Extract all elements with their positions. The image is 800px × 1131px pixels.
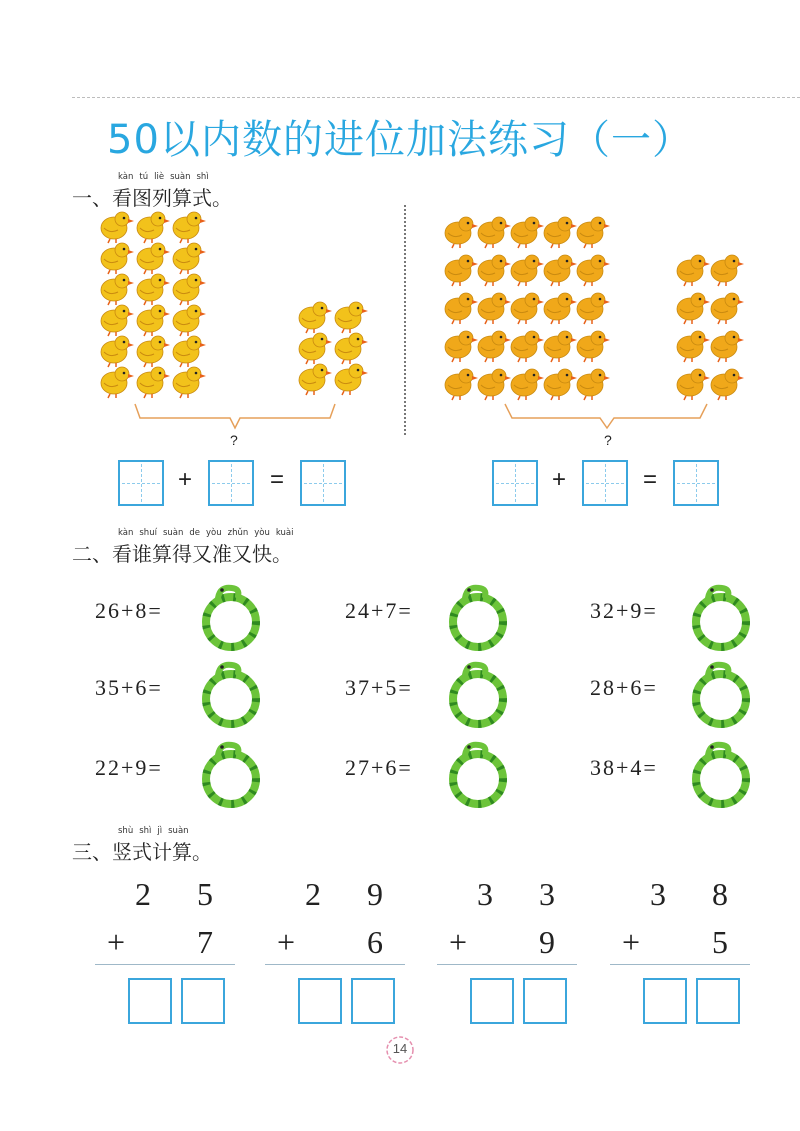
chick-icon bbox=[137, 212, 170, 243]
chick-icon bbox=[711, 369, 744, 400]
chick-icon bbox=[299, 364, 332, 395]
chick-icon bbox=[173, 212, 206, 243]
chick-icon bbox=[445, 255, 478, 286]
ones-digit: 3 bbox=[539, 876, 555, 912]
chick-icon bbox=[478, 293, 511, 324]
chick-icon bbox=[711, 293, 744, 324]
ones-digit: 9 bbox=[367, 876, 383, 912]
chick-icon bbox=[137, 274, 170, 305]
ones-digit: 5 bbox=[712, 924, 728, 960]
section1-heading: 一、看图列算式。 bbox=[72, 186, 232, 210]
operator: + bbox=[622, 924, 641, 960]
ones-digit: 9 bbox=[539, 924, 555, 960]
addition-problem: 22+9= bbox=[95, 755, 163, 780]
answer-box[interactable] bbox=[208, 460, 254, 506]
answer-box[interactable] bbox=[351, 978, 395, 1024]
answer-box[interactable] bbox=[128, 978, 172, 1024]
pinyin: yòu bbox=[254, 528, 270, 538]
answer-line bbox=[610, 964, 750, 965]
addition-problem: 24+7= bbox=[345, 598, 413, 623]
chick-icon bbox=[173, 274, 206, 305]
pinyin: shì bbox=[139, 826, 152, 836]
answer-ring-icon[interactable] bbox=[690, 653, 752, 731]
chick-icon bbox=[544, 331, 577, 362]
equals-sign: = bbox=[270, 466, 285, 493]
chick-icon bbox=[173, 336, 206, 367]
section1-pinyin bbox=[118, 172, 215, 182]
equals-sign: = bbox=[643, 466, 658, 493]
answer-box[interactable] bbox=[673, 460, 719, 506]
answer-line bbox=[265, 964, 405, 965]
pinyin: suàn bbox=[162, 528, 184, 538]
chick-icon bbox=[478, 255, 511, 286]
answer-box[interactable] bbox=[523, 978, 567, 1024]
ones-digit: 8 bbox=[712, 876, 728, 912]
answer-line bbox=[437, 964, 577, 965]
brace-left bbox=[130, 402, 350, 432]
addition-problem: 28+6= bbox=[590, 675, 658, 700]
tens-digit: 2 bbox=[305, 876, 321, 912]
addition-problem: 37+5= bbox=[345, 675, 413, 700]
section2-pinyin bbox=[118, 528, 300, 538]
section3-heading: 三、竖式计算。 bbox=[72, 840, 212, 864]
section2-heading: 二、看谁算得又准又快。 bbox=[72, 542, 292, 566]
top-dashed-rule bbox=[72, 97, 800, 98]
answer-ring-icon[interactable] bbox=[690, 576, 752, 654]
chick-icon bbox=[101, 212, 134, 243]
pinyin: suàn bbox=[168, 826, 189, 836]
answer-ring-icon[interactable] bbox=[447, 576, 509, 654]
chick-icon bbox=[677, 369, 710, 400]
pinyin: kàn bbox=[118, 172, 134, 182]
chick-icon bbox=[544, 293, 577, 324]
pinyin: shì bbox=[196, 172, 209, 182]
answer-line bbox=[95, 964, 235, 965]
chick-icon bbox=[577, 331, 610, 362]
chick-icon bbox=[478, 369, 511, 400]
chick-icon bbox=[101, 243, 134, 274]
answer-box[interactable] bbox=[298, 978, 342, 1024]
tens-digit: 3 bbox=[650, 876, 666, 912]
answer-ring-icon[interactable] bbox=[447, 653, 509, 731]
chick-icon bbox=[577, 293, 610, 324]
chick-icon bbox=[299, 302, 332, 333]
chick-icon bbox=[137, 367, 170, 398]
chick-icon bbox=[137, 305, 170, 336]
operator: + bbox=[449, 924, 468, 960]
operator: + bbox=[107, 924, 126, 960]
chick-icon bbox=[711, 255, 744, 286]
pinyin: liè bbox=[154, 172, 165, 182]
chick-icon bbox=[511, 293, 544, 324]
addition-problem: 26+8= bbox=[95, 598, 163, 623]
chick-icon bbox=[445, 331, 478, 362]
pinyin: zhǔn bbox=[227, 528, 249, 538]
chick-icon bbox=[677, 255, 710, 286]
addition-problem: 32+9= bbox=[590, 598, 658, 623]
answer-box[interactable] bbox=[181, 978, 225, 1024]
chick-icon bbox=[511, 369, 544, 400]
question-mark: ? bbox=[604, 432, 612, 448]
chick-icon bbox=[173, 243, 206, 274]
answer-ring-icon[interactable] bbox=[447, 733, 509, 811]
brace-right bbox=[500, 402, 720, 432]
chick-icon bbox=[101, 336, 134, 367]
pinyin: shù bbox=[118, 826, 134, 836]
chick-icon bbox=[577, 369, 610, 400]
pinyin: yòu bbox=[206, 528, 222, 538]
operator: + bbox=[277, 924, 296, 960]
plus-sign: + bbox=[178, 466, 193, 493]
answer-box[interactable] bbox=[582, 460, 628, 506]
chick-icon bbox=[577, 217, 610, 248]
ones-digit: 5 bbox=[197, 876, 213, 912]
section3-pinyin bbox=[118, 826, 195, 836]
chick-icon bbox=[677, 331, 710, 362]
chick-icon bbox=[478, 217, 511, 248]
answer-ring-icon[interactable] bbox=[200, 653, 262, 731]
tens-digit: 3 bbox=[477, 876, 493, 912]
chick-icon bbox=[511, 217, 544, 248]
pinyin: shuí bbox=[139, 528, 157, 538]
answer-ring-icon[interactable] bbox=[200, 576, 262, 654]
chick-icon bbox=[137, 336, 170, 367]
addition-problem: 27+6= bbox=[345, 755, 413, 780]
page-number-badge bbox=[383, 1033, 417, 1067]
chick-icon bbox=[544, 255, 577, 286]
question-mark: ? bbox=[230, 432, 238, 448]
pinyin: suàn bbox=[170, 172, 191, 182]
chick-icon bbox=[478, 331, 511, 362]
section1-divider bbox=[404, 205, 406, 435]
pinyin: kuài bbox=[275, 528, 294, 538]
addition-problem: 35+6= bbox=[95, 675, 163, 700]
chick-icon bbox=[711, 331, 744, 362]
chick-icon bbox=[511, 331, 544, 362]
page-number: 14 bbox=[392, 1041, 408, 1056]
answer-ring-icon[interactable] bbox=[690, 733, 752, 811]
chick-icon bbox=[335, 364, 368, 395]
chick-icon bbox=[335, 333, 368, 364]
chick-icon bbox=[173, 367, 206, 398]
chick-icon bbox=[445, 293, 478, 324]
addition-problem: 38+4= bbox=[590, 755, 658, 780]
answer-box[interactable] bbox=[492, 460, 538, 506]
pinyin: de bbox=[189, 528, 200, 538]
ones-digit: 6 bbox=[367, 924, 383, 960]
pinyin: kàn bbox=[118, 528, 134, 538]
answer-ring-icon[interactable] bbox=[200, 733, 262, 811]
chick-icon bbox=[544, 369, 577, 400]
answer-box[interactable] bbox=[300, 460, 346, 506]
chick-icon bbox=[101, 305, 134, 336]
plus-sign: + bbox=[552, 466, 567, 493]
chick-icon bbox=[335, 302, 368, 333]
chick-icon bbox=[299, 333, 332, 364]
page-title: 50以内数的进位加法练习（一） bbox=[107, 117, 693, 163]
chick-icon bbox=[101, 367, 134, 398]
chick-icon bbox=[511, 255, 544, 286]
chick-icon bbox=[544, 217, 577, 248]
chick-icon bbox=[677, 293, 710, 324]
chick-icon bbox=[137, 243, 170, 274]
answer-box[interactable] bbox=[643, 978, 687, 1024]
tens-digit: 2 bbox=[135, 876, 151, 912]
chick-icon bbox=[173, 305, 206, 336]
answer-box[interactable] bbox=[118, 460, 164, 506]
ones-digit: 7 bbox=[197, 924, 213, 960]
chick-icon bbox=[101, 274, 134, 305]
answer-box[interactable] bbox=[470, 978, 514, 1024]
chick-icon bbox=[445, 217, 478, 248]
pinyin: jì bbox=[157, 826, 163, 836]
pinyin: tú bbox=[139, 172, 149, 182]
chick-icon bbox=[445, 369, 478, 400]
chick-icon bbox=[577, 255, 610, 286]
answer-box[interactable] bbox=[696, 978, 740, 1024]
